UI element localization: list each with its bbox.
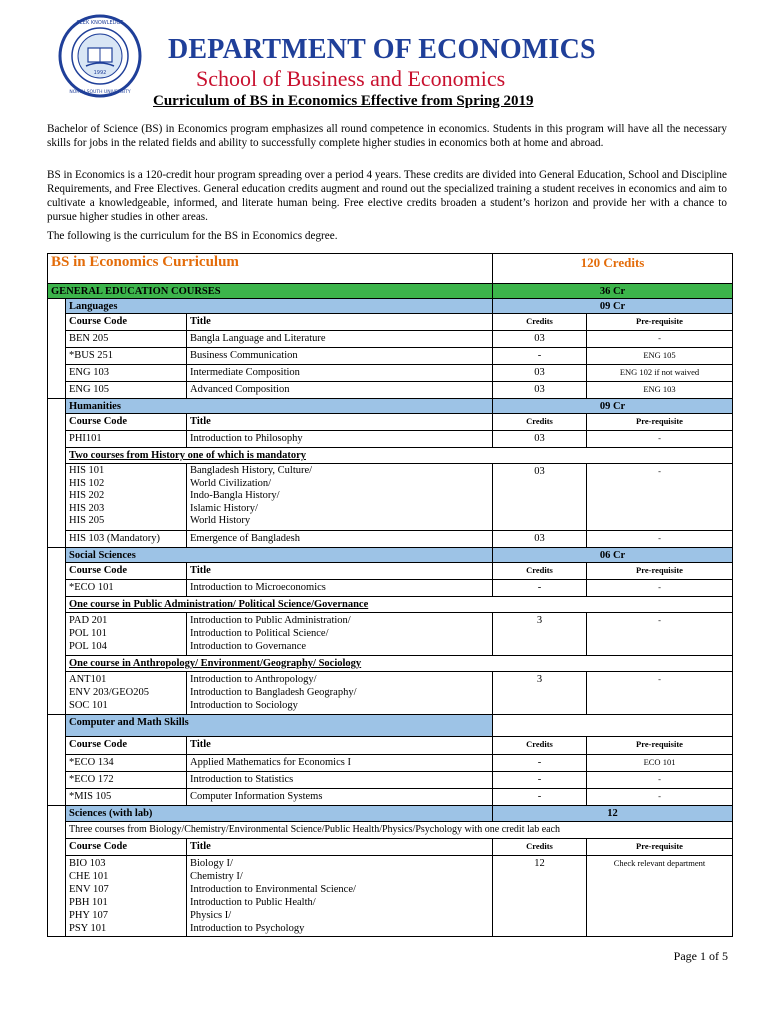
- pa-note: One course in Public Administration/ Political Science/Governance: [66, 597, 732, 613]
- course-prereq: -: [587, 789, 732, 806]
- course-credits: -: [493, 772, 587, 789]
- school-title: School of Business and Economics: [196, 66, 506, 91]
- languages-header: Languages: [66, 299, 493, 314]
- col-credits-header: Credits: [493, 563, 587, 580]
- history-titles: Bangladesh History, Culture/ World Civilization/ Indo-Bangla History/ Islamic History/ World History: [187, 464, 493, 531]
- sciences-titles: Biology I/ Chemistry I/ Introduction to Environmental Science/ Introduction to Public Health/ Physics I/ Introduction to Psychology: [187, 856, 493, 936]
- indent-cell: [48, 299, 66, 399]
- computer-math-credits-empty: [493, 715, 732, 737]
- table-row: *MIS 105: [66, 789, 187, 806]
- course-title: Intermediate Composition: [187, 365, 493, 382]
- social-sciences-credits: 06 Cr: [493, 548, 732, 563]
- course-title: Introduction to Philosophy: [187, 431, 493, 448]
- sciences-codes: BIO 103 CHE 101 ENV 107 PBH 101 PHY 107 PSY 101: [66, 856, 187, 936]
- col-prereq-header: Pre-requisite: [587, 414, 732, 431]
- table-row: PHI101: [66, 431, 187, 448]
- course-prereq: -: [587, 580, 732, 597]
- table-row: *ECO 101: [66, 580, 187, 597]
- course-credits: -: [493, 755, 587, 772]
- curriculum-table: [47, 253, 733, 937]
- social-sciences-header: Social Sciences: [66, 548, 493, 563]
- history-note: Two courses from History one of which is mandatory: [66, 448, 732, 464]
- sciences-credits-value: 12: [493, 856, 587, 936]
- col-credits-header: Credits: [493, 737, 587, 755]
- humanities-header: Humanities: [66, 399, 493, 414]
- total-credits: 120 Credits: [493, 254, 732, 284]
- table-row: ENG 103: [66, 365, 187, 382]
- history-credits: 03: [493, 464, 587, 531]
- intro-paragraph-2: BS in Economics is a 120-credit hour program spreading over a period 4 years. These credits are divided into General Education, School and Discipline Requirements, and Free Electives. General education credits augment and round out the specialized training a student receives in economics and aim to cultivate a knowledgeable, informed, and literate human being. Free elective credits broaden a student’s horizon and provide her with a chance to pursue higher studies in other areas.: [47, 169, 727, 223]
- pa-codes: PAD 201 POL 101 POL 104: [66, 613, 187, 656]
- course-title: Bangla Language and Literature: [187, 331, 493, 348]
- col-credits-header: Credits: [493, 839, 587, 856]
- course-credits: 03: [493, 531, 587, 548]
- sciences-prereq: Check relevant department: [613, 858, 706, 868]
- indent-cell: [48, 806, 66, 936]
- svg-text:1992: 1992: [93, 70, 107, 76]
- course-credits: 03: [493, 431, 587, 448]
- course-title: Emergence of Bangladesh: [187, 531, 493, 548]
- sciences-header: Sciences (with lab): [66, 806, 493, 822]
- computer-math-header: Computer and Math Skills: [66, 715, 493, 737]
- course-title: Advanced Composition: [187, 382, 493, 399]
- table-row: HIS 103 (Mandatory): [66, 531, 187, 548]
- humanities-credits: 09 Cr: [493, 399, 732, 414]
- col-title-header: Title: [187, 414, 493, 431]
- course-prereq: ENG 105: [587, 348, 732, 365]
- course-title: Computer Information Systems: [187, 789, 493, 806]
- sciences-note: Three courses from Biology/Chemistry/Environmental Science/Public Health/Physics/Psychology with one credit lab each: [66, 822, 732, 839]
- ant-credits: 3: [493, 672, 587, 715]
- course-title: Introduction to Microeconomics: [187, 580, 493, 597]
- table-row: *ECO 172: [66, 772, 187, 789]
- languages-credits: 09 Cr: [493, 299, 732, 314]
- course-prereq: -: [587, 772, 732, 789]
- university-seal-logo: [58, 14, 142, 98]
- col-title-header: Title: [187, 314, 493, 331]
- course-credits: 03: [493, 365, 587, 382]
- col-code-header: Course Code: [66, 314, 187, 331]
- table-title: BS in Economics Curriculum: [48, 254, 493, 284]
- col-prereq-header: Pre-requisite: [587, 737, 732, 755]
- course-credits: -: [493, 789, 587, 806]
- pa-prereq: -: [587, 613, 732, 656]
- course-title: Business Communication: [187, 348, 493, 365]
- course-prereq: -: [587, 431, 732, 448]
- intro-paragraph-1: Bachelor of Science (BS) in Economics program emphasizes all round competence in economics. Students in this program will have all the necessary skills for jobs in the related fields and ability to successfully complete higher studies in economics both at home and abroad.: [47, 123, 727, 149]
- page-number: Page 1 of 5: [673, 949, 728, 963]
- col-code-header: Course Code: [66, 563, 187, 580]
- col-prereq-header: Pre-requisite: [587, 314, 732, 331]
- department-title: DEPARTMENT OF ECONOMICS: [168, 34, 596, 65]
- curriculum-title: Curriculum of BS in Economics Effective from Spring 2019: [153, 93, 534, 109]
- ant-titles: Introduction to Anthropology/ Introduction to Bangladesh Geography/ Introduction to Sociology: [187, 672, 493, 715]
- col-prereq-header: Pre-requisite: [587, 839, 732, 856]
- ant-prereq: -: [587, 672, 732, 715]
- course-prereq: ENG 103: [587, 382, 732, 399]
- intro-paragraph-3: The following is the curriculum for the BS in Economics degree.: [47, 230, 338, 242]
- course-credits: -: [493, 580, 587, 597]
- history-codes: HIS 101 HIS 102 HIS 202 HIS 203 HIS 205: [66, 464, 187, 531]
- col-title-header: Title: [187, 839, 493, 856]
- col-title-header: Title: [187, 737, 493, 755]
- svg-text:NORTH SOUTH UNIVERSITY: NORTH SOUTH UNIVERSITY: [69, 90, 131, 95]
- course-prereq: ECO 101: [587, 755, 732, 772]
- ant-note: One course in Anthropology/ Environment/Geography/ Sociology: [66, 656, 732, 672]
- course-title: Introduction to Statistics: [187, 772, 493, 789]
- course-title: Applied Mathematics for Economics I: [187, 755, 493, 772]
- col-title-header: Title: [187, 563, 493, 580]
- table-row: ENG 105: [66, 382, 187, 399]
- course-credits: 03: [493, 382, 587, 399]
- indent-cell: [48, 399, 66, 548]
- svg-text:SEEK KNOWLEDGE: SEEK KNOWLEDGE: [76, 20, 124, 26]
- pa-titles: Introduction to Public Administration/ Introduction to Political Science/ Introduction to Governance: [187, 613, 493, 656]
- col-code-header: Course Code: [66, 414, 187, 431]
- course-prereq: -: [587, 331, 732, 348]
- table-row: *BUS 251: [66, 348, 187, 365]
- course-credits: 03: [493, 331, 587, 348]
- course-prereq: -: [587, 531, 732, 548]
- col-credits-header: Credits: [493, 314, 587, 331]
- course-prereq: ENG 102 if not waived: [587, 365, 732, 382]
- table-row: *ECO 134: [66, 755, 187, 772]
- history-prereq: -: [587, 464, 732, 531]
- sciences-credits: 12: [493, 806, 732, 822]
- indent-cell: [48, 548, 66, 715]
- ant-codes: ANT101 ENV 203/GEO205 SOC 101: [66, 672, 187, 715]
- gen-ed-header: GENERAL EDUCATION COURSES: [48, 284, 493, 299]
- gen-ed-credits: 36 Cr: [493, 284, 732, 299]
- col-code-header: Course Code: [66, 839, 187, 856]
- col-prereq-header: Pre-requisite: [587, 563, 732, 580]
- indent-cell: [48, 715, 66, 806]
- table-row: BEN 205: [66, 331, 187, 348]
- pa-credits: 3: [493, 613, 587, 656]
- col-credits-header: Credits: [493, 414, 587, 431]
- course-credits: -: [493, 348, 587, 365]
- col-code-header: Course Code: [66, 737, 187, 755]
